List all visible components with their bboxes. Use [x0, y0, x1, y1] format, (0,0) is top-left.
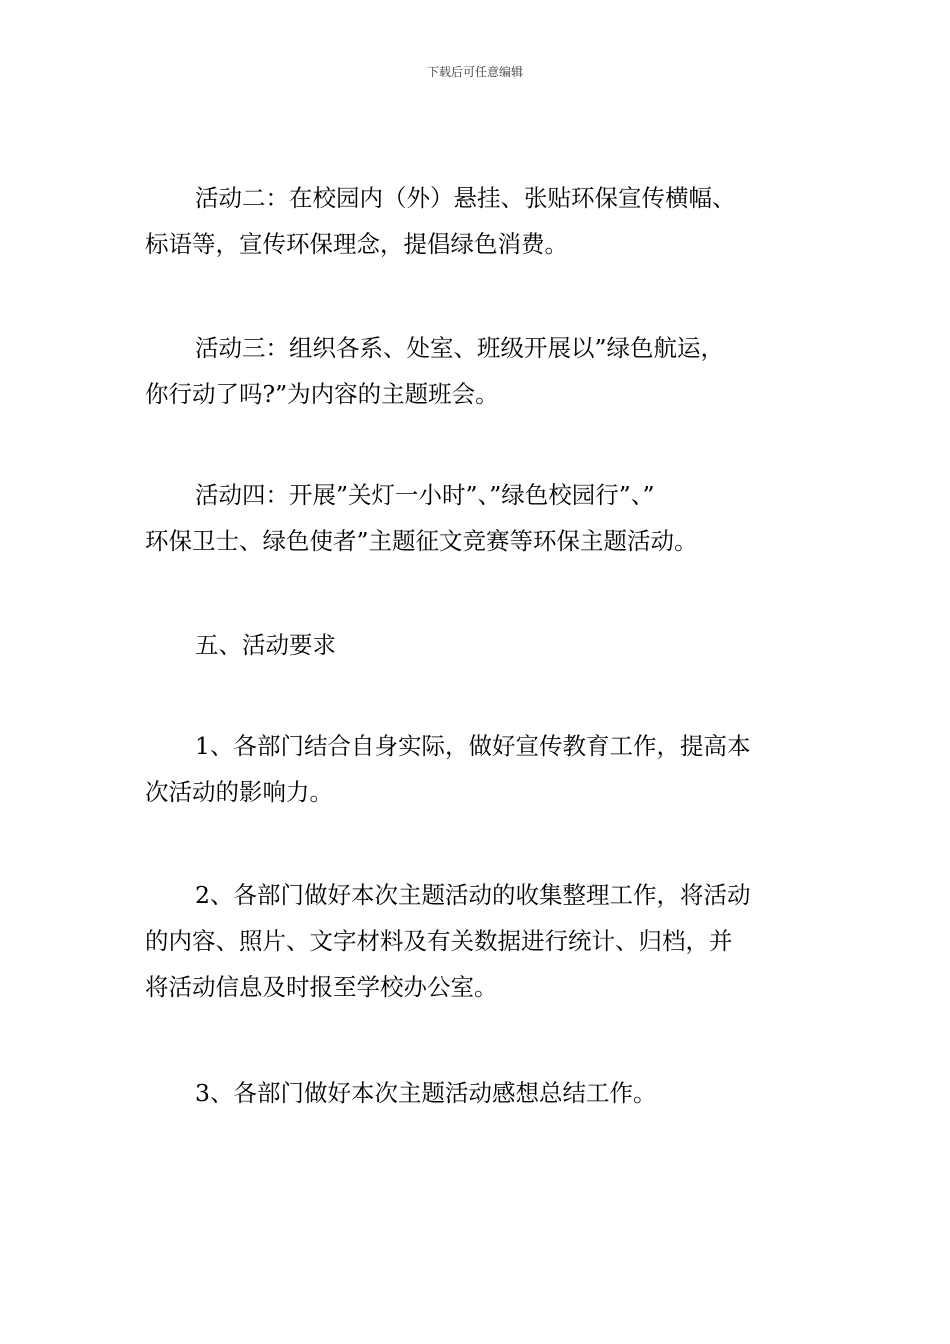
page-header: 下载后可任意编辑 [426, 65, 523, 79]
paragraph-activity-4 [145, 472, 810, 564]
paragraph-line: 次活动的影响力。 [145, 778, 333, 806]
paragraph-line: 活动三：组织各系、处室、班级开展以”绿色航运， [195, 334, 725, 362]
paragraph-line: 环保卫士、绿色使者”主题征文竞赛等环保主题活动。 [145, 527, 698, 555]
paragraph-line: 你行动了吗?”为内容的主题班会。 [145, 380, 499, 408]
section-heading: 五、活动要求 [195, 631, 336, 659]
paragraph-line: 活动四：开展”关灯一小时”、”绿色校园行”、” [195, 481, 655, 509]
paragraph-line: 标语等，宣传环保理念，提倡绿色消费。 [145, 230, 568, 258]
section-heading-requirements [145, 622, 810, 668]
paragraph-activity-3 [145, 325, 810, 417]
paragraph-line: 活动二：在校园内（外）悬挂、张贴环保宣传横幅、 [195, 184, 736, 212]
paragraph-line: 1、各部门结合自身实际，做好宣传教育工作，提高本 [195, 732, 751, 760]
paragraph-requirement-2 [145, 872, 810, 1010]
paragraph-requirement-3 [145, 1070, 810, 1116]
paragraph-line: 3、各部门做好本次主题活动感想总结工作。 [195, 1079, 657, 1107]
paragraph-line: 将活动信息及时报至学校办公室。 [145, 973, 498, 1001]
paragraph-line: 的内容、照片、文字材料及有关数据进行统计、归档，并 [145, 927, 733, 955]
paragraph-line: 2、各部门做好本次主题活动的收集整理工作，将活动 [195, 881, 751, 909]
paragraph-requirement-1 [145, 723, 810, 815]
paragraph-activity-2 [145, 175, 810, 267]
